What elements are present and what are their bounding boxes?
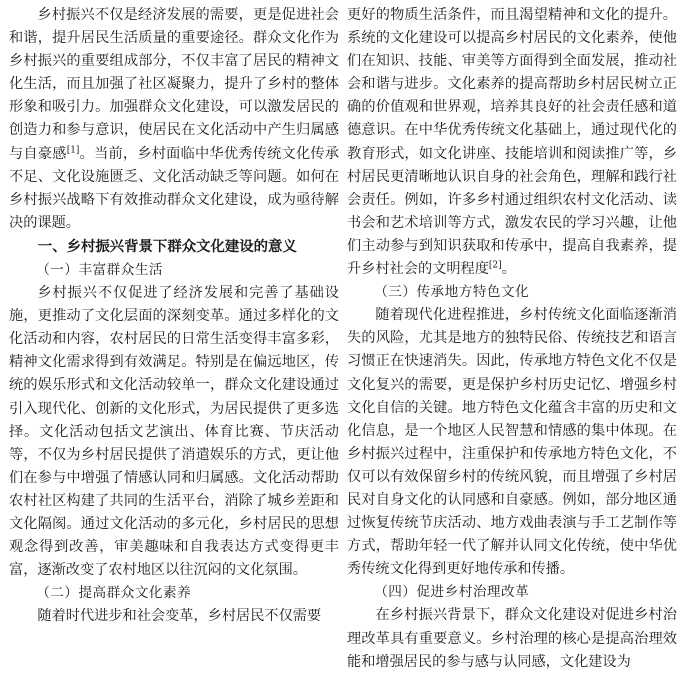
section-heading-1: 一、乡村振兴背景下群众文化建设的意义 [37, 238, 297, 255]
intro-paragraph [9, 4, 339, 235]
intro-text: 乡村振兴不仅是经济发展的需要，更是促进社会和谐，提升居民生活质量的重要途径。群众文化作为乡村振兴的重要组成部分，不仅丰富了居民的精神文化生活，而且加强了社区凝聚力，提升了乡村的整体形象和吸引力。加强群众文化建设，可以激发居民的创造力和参与意识，使居民在文化活动中产生归属感与自豪感 [9, 7, 339, 162]
subsection-heading-4: （四）促进乡村治理改革 [374, 584, 530, 601]
citation-2: [2] [488, 260, 502, 271]
subsection-heading-3: （三）传承地方特色文化 [374, 284, 530, 301]
citation-1: [1] [66, 144, 80, 155]
paragraph-governance: 在乡村振兴背景下，群众文化建设对促进乡村治理改革具有重要意义。乡村治理的核心是提高治理效能和增强居民的参与感与认同感，文化建设为 [347, 607, 677, 670]
paragraph-literacy-continued [347, 4, 677, 281]
subsection-heading-1: （一）丰富群众生活 [36, 261, 164, 278]
paragraph-enrich-life: 乡村振兴不仅促进了经济发展和完善了基础设施，更推动了文化层面的深刻变革。通过多样化的文化活动和内容，农村居民的日常生活变得丰富多彩，精神文化需求得到有效满足。特别是在偏远地区，传统的娱乐形式和文化活动较单一，群众文化建设通过引入现代化、创新的文化形式，为居民提供了更多选择。文化活动包括文艺演出、体育比赛、节庆活动等，不仅为乡村居民提供了消遣娱乐的方式，更让他们在参与中增强了情感认同和归属感。文化活动帮助农村社区构建了共同的生活平台，消除了城乡差距和文化隔阂。通过文化活动的多元化，乡村居民的思想观念得到改善，审美趣味和自我表达方式变得更丰富，逐渐改变了农村地区以往沉闷的文化氛围。 [9, 285, 339, 579]
paragraph-local-culture: 随着现代化进程推进，乡村传统文化面临逐渐消失的风险，尤其是地方的独特民俗、传统技艺和语言习惯正在快速消失。因此，传承地方特色文化不仅是文化复兴的需要，更是保护乡村历史记忆、增强乡村文化自信的关键。地方特色文化蕴含丰富的历史和文化信息，是一个地区人民智慧和情感的集中体现。在乡村振兴过程中，注重保护和传承地方特色文化，不仅可以有效保留乡村的传统风貌，而且增强了乡村居民对自身文化的认同感和自豪感。例如，部分地区通过恢复传统节庆活动、地方戏曲表演与手工艺制作等方式，帮助年轻一代了解并认同文化传统，使中华优秀传统文化得到更好地传承和传播。 [347, 307, 677, 578]
left-column [9, 4, 339, 628]
literacy-text: 更好的物质生活条件，而且渴望精神和文化的提升。系统的文化建设可以提高乡村居民的文化素养，使他们在知识、技能、审美等方面得到全面发展，推动社会和谐与进步。文化素养的提高帮助乡村居民树立正确的价值观和世界观，培养其良好的社会责任感和道德意识。在中华优秀传统文化基础上，通过现代化的教育形式，如文化讲座、技能培训和阅读推广等，乡村居民更清晰地认识自身的社会角色，理解和践行社会责任。例如，许多乡村通过组织农村文化活动、读书会和艺术培训等方式，激发农民的学习兴趣，让他们主动参与到知识获取和传承中，提高自我素养，提升乡村社会的文明程度 [347, 7, 677, 278]
literacy-text-tail: 。 [501, 261, 516, 278]
paragraph-literacy-start: 随着时代进步和社会变革，乡村居民不仅需要 [37, 608, 322, 625]
intro-text-tail: 。当前，乡村面临中华优秀传统文化传承不足、文化设施匮乏、文化活动缺乏等问题。如何在乡村振兴战略下有效推动群众文化建设，成为亟待解决的课题。 [9, 145, 339, 231]
right-column [347, 4, 677, 674]
subsection-heading-2: （二）提高群众文化素养 [36, 585, 192, 602]
